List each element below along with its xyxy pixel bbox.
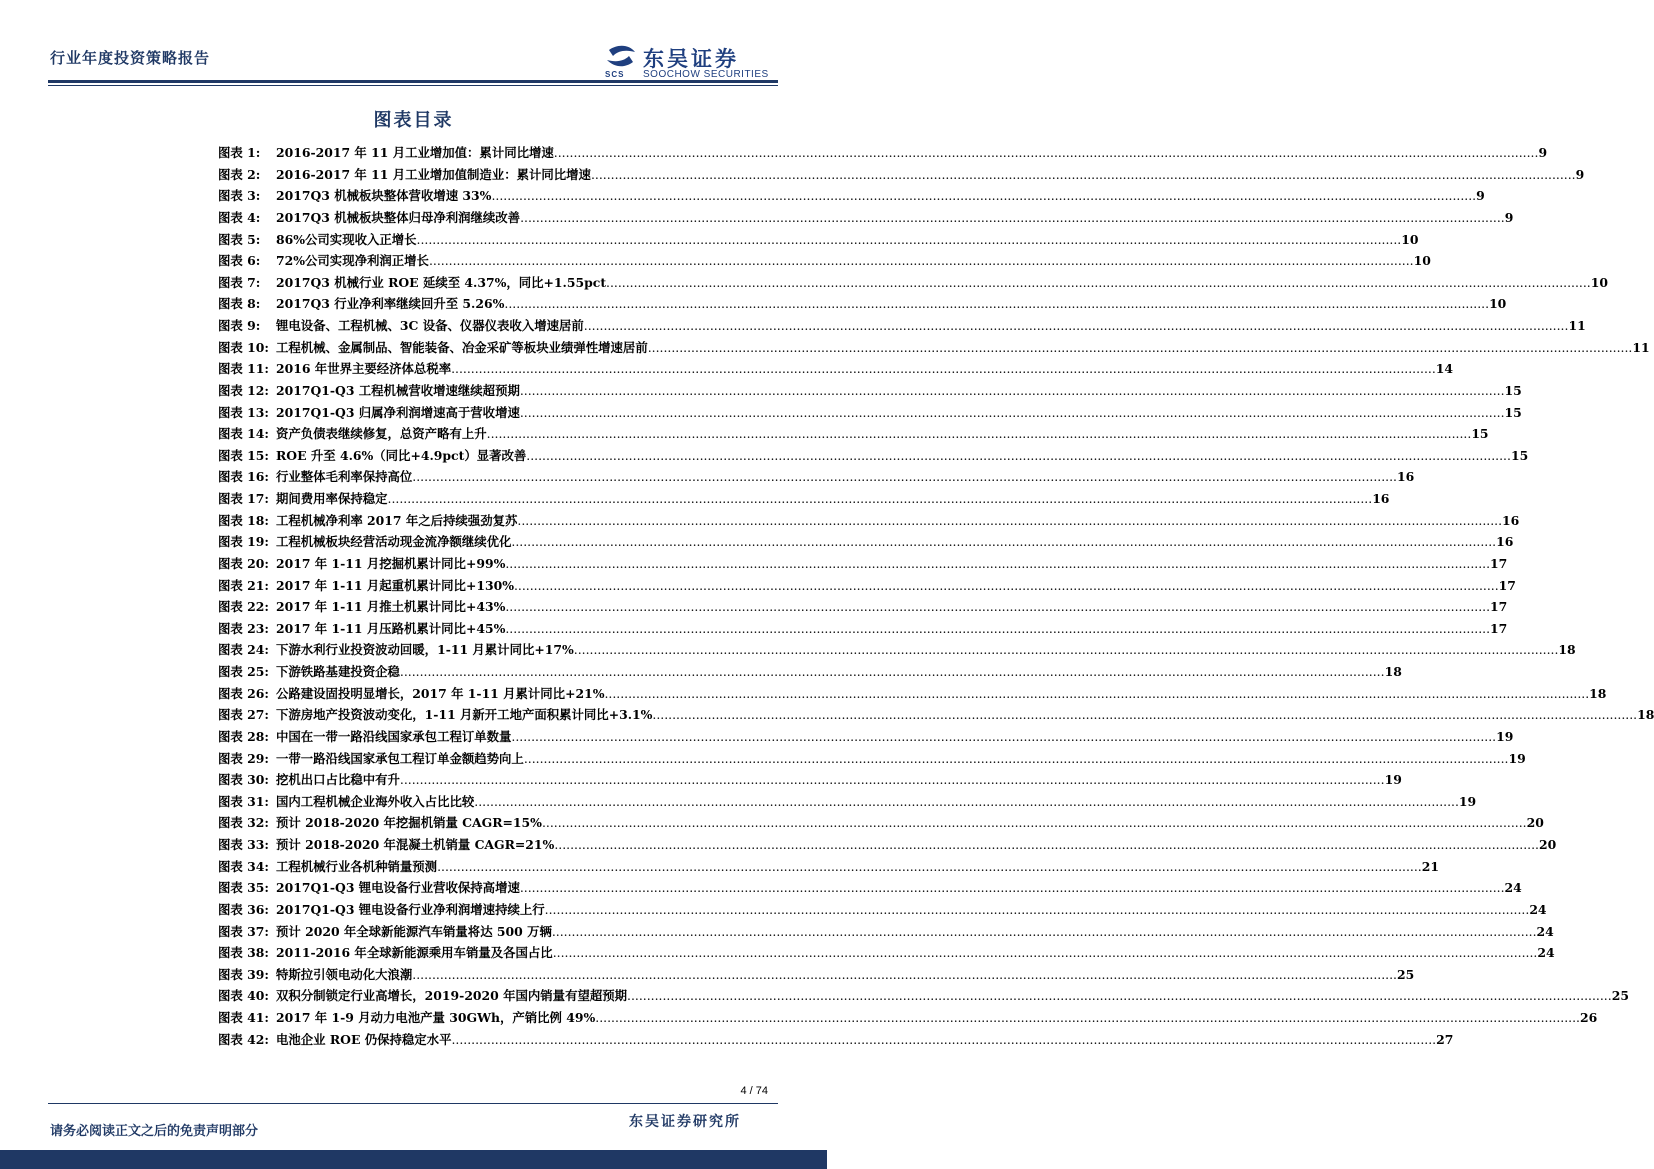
toc-entry-label: 图表 18: xyxy=(218,512,269,528)
toc-entry-label: 图表 15: xyxy=(218,447,269,463)
toc-entry-page: 15 xyxy=(1504,404,1522,420)
toc-entry-title: 锂电设备、工程机械、3C 设备、仪器仪表收入增速居前 xyxy=(276,318,584,333)
toc-entry-title: 预计 2018-2020 年挖掘机销量 CAGR=15% xyxy=(276,815,542,831)
company-logo xyxy=(603,42,773,82)
toc-entry[interactable] xyxy=(218,531,1514,553)
toc-dot-leader xyxy=(388,488,1373,510)
toc-entry-label: 图表 11: xyxy=(218,361,269,377)
toc-entry-page: 16 xyxy=(1396,469,1415,485)
toc-dot-leader xyxy=(520,877,1505,899)
toc-entry-label: 图表 27: xyxy=(218,707,269,723)
toc-entry[interactable] xyxy=(218,899,1547,921)
toc-entry-title: 下游水利行业投资波动回暖，1-11 月累计同比+17% xyxy=(276,642,574,658)
toc-entry[interactable] xyxy=(218,510,1520,532)
footer-divider xyxy=(48,1103,778,1104)
toc-entry-label: 图表 28: xyxy=(218,728,269,744)
toc-entry-page: 14 xyxy=(1435,361,1454,377)
toc-entry-label: 图表 17: xyxy=(218,491,269,506)
toc-entry-title: 预计 2018-2020 年混凝土机销量 CAGR=21% xyxy=(276,837,555,852)
toc-entry-label: 图表 25: xyxy=(218,664,269,679)
toc-entry-page: 15 xyxy=(1504,382,1522,398)
toc-dot-leader xyxy=(545,899,1530,921)
toc-entry-page: 27 xyxy=(1436,1031,1454,1047)
toc-entry-page: 17 xyxy=(1490,555,1508,571)
toc-entry-label: 图表 10: xyxy=(218,339,269,355)
toc-dot-leader xyxy=(412,964,1397,986)
research-institute-name: 东吴证券研究所 xyxy=(629,1114,741,1130)
toc-entry-label: 图表 42: xyxy=(218,1031,269,1047)
toc-dot-leader xyxy=(487,423,1472,445)
toc-entry-page: 9 xyxy=(1538,145,1548,160)
toc-entry-label: 图表 34: xyxy=(218,858,269,874)
toc-entry-title: ROE 升至 4.6%（同比+4.9pct）显著改善 xyxy=(276,447,527,463)
toc-entry-page: 15 xyxy=(1510,447,1529,463)
toc-title: 图表目录 xyxy=(373,110,454,131)
toc-entry-page: 19 xyxy=(1458,793,1477,809)
toc-entry[interactable] xyxy=(218,596,1508,618)
toc-entry-page: 20 xyxy=(1539,837,1557,852)
toc-dot-leader xyxy=(552,921,1537,943)
toc-dot-leader xyxy=(595,1007,1580,1029)
toc-dot-leader xyxy=(606,272,1591,294)
toc-entry-page: 19 xyxy=(1384,772,1402,788)
toc-entry-label: 图表 22: xyxy=(218,599,269,615)
toc-dot-leader xyxy=(504,293,1489,315)
toc-entry-page: 20 xyxy=(1526,815,1544,831)
toc-entry-page: 24 xyxy=(1504,880,1522,896)
toc-entry-title: 下游房地产投资波动变化，1-11 月新开工地产面积累计同比+3.1% xyxy=(276,707,653,723)
toc-entry[interactable] xyxy=(218,466,1415,488)
toc-dot-leader xyxy=(429,250,1414,272)
toc-entry-page: 24 xyxy=(1536,923,1554,939)
toc-entry-page: 10 xyxy=(1401,231,1419,247)
toc-entry[interactable] xyxy=(218,142,1548,164)
toc-dot-leader xyxy=(652,704,1637,726)
toc-entry-title: 工程机械板块经营活动现金流净额继续优化 xyxy=(276,534,512,550)
toc-dot-leader xyxy=(524,748,1509,770)
toc-dot-leader xyxy=(491,185,1476,207)
toc-entry[interactable] xyxy=(218,229,1419,251)
toc-entry[interactable] xyxy=(218,985,1629,1007)
toc-entry-page: 11 xyxy=(1568,318,1586,333)
toc-entry[interactable] xyxy=(218,791,1477,813)
toc-entry[interactable] xyxy=(218,661,1402,683)
toc-entry[interactable] xyxy=(218,726,1514,748)
toc-dot-leader xyxy=(505,553,1490,575)
toc-entry-page: 26 xyxy=(1579,1010,1598,1025)
toc-entry-page: 15 xyxy=(1471,426,1489,442)
toc-entry-title: 2016 年世界主要经济体总税率 xyxy=(276,361,452,377)
toc-dot-leader xyxy=(520,380,1505,402)
toc-entry-label: 图表 32: xyxy=(218,815,269,831)
toc-dot-leader xyxy=(412,466,1397,488)
toc-entry-page: 17 xyxy=(1490,599,1508,615)
toc-entry-label: 图表 19: xyxy=(218,534,269,550)
toc-entry-page: 25 xyxy=(1611,988,1629,1004)
toc-dot-leader xyxy=(474,791,1459,813)
footer-band xyxy=(0,1150,827,1169)
toc-dot-leader xyxy=(505,618,1490,640)
toc-entry[interactable] xyxy=(218,250,1431,272)
toc-entry-title: 2016-2017 年 11 月工业增加值：累计同比增速 xyxy=(276,145,554,160)
toc-entry-label: 图表 3: xyxy=(218,188,261,204)
toc-entry-page: 18 xyxy=(1589,685,1607,701)
toc-entry-title: 挖机出口占比稳中有升 xyxy=(276,772,400,788)
toc-entry-title: 2017 年 1-11 月推土机累计同比+43% xyxy=(276,599,506,615)
page-number: 4 / 74 xyxy=(740,1085,768,1097)
toc-dot-leader xyxy=(584,315,1569,337)
toc-entry-label: 图表 4: xyxy=(218,209,261,225)
toc-dot-leader xyxy=(451,1029,1436,1051)
toc-entry-page: 10 xyxy=(1413,253,1431,269)
toc-entry-page: 25 xyxy=(1396,966,1415,982)
toc-entry-label: 图表 24: xyxy=(218,642,269,658)
toc-entry-label: 图表 9: xyxy=(218,318,261,333)
toc-entry-page: 10 xyxy=(1590,274,1608,290)
toc-entry-label: 图表 8: xyxy=(218,296,261,312)
toc-entry-label: 图表 5: xyxy=(218,231,261,247)
toc-entry-title: 2017Q1-Q3 锂电设备行业净利润增速持续上行 xyxy=(276,901,545,917)
toc-entry-page: 9 xyxy=(1504,209,1514,225)
toc-entry-title: 2017Q3 机械板块整体归母净利润继续改善 xyxy=(276,209,521,225)
toc-entry-title: 2017 年 1-11 月挖掘机累计同比+99% xyxy=(276,555,506,571)
toc-entry-label: 图表 16: xyxy=(218,469,269,485)
toc-entry-label: 图表 26: xyxy=(218,685,269,701)
toc-entry-title: 工程机械净利率 2017 年之后持续强劲复苏 xyxy=(276,512,518,528)
toc-entry-page: 24 xyxy=(1529,901,1547,917)
toc-dot-leader xyxy=(417,229,1402,251)
toc-entry-title: 2017 年 1-11 月起重机累计同比+130% xyxy=(276,577,514,593)
report-type-title: 行业年度投资策略报告 xyxy=(50,49,211,67)
toc-entry-label: 图表 21: xyxy=(218,577,269,593)
toc-entry-title: 预计 2020 年全球新能源汽车销量将达 500 万辆 xyxy=(276,923,552,939)
toc-entry[interactable] xyxy=(218,877,1522,899)
toc-entry-title: 行业整体毛利率保持高位 xyxy=(276,469,413,485)
toc-dot-leader xyxy=(520,402,1505,424)
toc-entry-page: 24 xyxy=(1537,945,1555,961)
toc-entry-title: 电池企业 ROE 仍保持稳定水平 xyxy=(276,1031,452,1047)
toc-entry[interactable] xyxy=(218,942,1555,964)
toc-entry-title: 2016-2017 年 11 月工业增加值制造业：累计同比增速 xyxy=(276,166,591,182)
toc-entry-label: 图表 39: xyxy=(218,966,269,982)
toc-dot-leader xyxy=(553,942,1538,964)
toc-dot-leader xyxy=(554,142,1539,164)
toc-entry[interactable] xyxy=(218,575,1516,597)
toc-dot-leader xyxy=(542,812,1527,834)
toc-entry-title: 2017Q1-Q3 锂电设备行业营收保持高增速 xyxy=(276,880,520,896)
toc-entry-title: 2017Q3 机械行业 ROE 延续至 4.37%，同比+1.55pct xyxy=(276,274,607,290)
toc-entry[interactable] xyxy=(218,488,1390,510)
toc-entry-page: 10 xyxy=(1489,296,1507,312)
toc-entry-page: 18 xyxy=(1558,642,1576,658)
toc-entry-label: 图表 38: xyxy=(218,945,269,961)
toc-entry-label: 图表 29: xyxy=(218,750,269,766)
toc-entry-title: 工程机械行业各机种销量预测 xyxy=(276,858,438,874)
toc-entry-page: 16 xyxy=(1372,491,1390,506)
toc-entry-title: 86%公司实现收入正增长 xyxy=(276,231,417,247)
toc-entry-page: 21 xyxy=(1421,858,1439,874)
toc-entry[interactable] xyxy=(218,1007,1598,1029)
toc-dot-leader xyxy=(505,596,1490,618)
toc-entry-label: 图表 14: xyxy=(218,426,269,442)
toc-entry-title: 2017Q3 行业净利率继续回升至 5.26% xyxy=(276,296,505,312)
figure-toc-list xyxy=(218,142,1654,1050)
toc-entry-page: 17 xyxy=(1498,577,1516,593)
toc-entry-label: 图表 6: xyxy=(218,253,261,269)
toc-entry-title: 特斯拉引领电动化大浪潮 xyxy=(276,966,413,982)
toc-dot-leader xyxy=(591,164,1576,186)
toc-entry[interactable] xyxy=(218,921,1554,943)
toc-entry-title: 资产负债表继续修复，总资产略有上升 xyxy=(276,426,487,442)
toc-entry-label: 图表 40: xyxy=(218,988,269,1004)
toc-entry-label: 图表 41: xyxy=(218,1010,269,1025)
toc-entry[interactable] xyxy=(218,402,1522,424)
toc-entry-title: 2017Q1-Q3 归属净利润增速高于营收增速 xyxy=(276,404,520,420)
toc-entry-title: 中国在一带一路沿线国家承包工程订单数量 xyxy=(276,728,512,744)
toc-entry-label: 图表 1: xyxy=(218,145,261,160)
toc-dot-leader xyxy=(648,337,1633,359)
toc-entry-page: 19 xyxy=(1508,750,1526,766)
toc-entry[interactable] xyxy=(218,315,1586,337)
toc-entry[interactable] xyxy=(218,964,1415,986)
toc-entry[interactable] xyxy=(218,380,1522,402)
toc-entry-page: 19 xyxy=(1496,728,1514,744)
toc-entry-title: 国内工程机械企业海外收入占比比较 xyxy=(276,793,475,809)
toc-entry[interactable] xyxy=(218,683,1607,705)
toc-dot-leader xyxy=(511,531,1496,553)
toc-entry[interactable] xyxy=(218,423,1489,445)
toc-entry-page: 18 xyxy=(1384,664,1402,679)
toc-entry-title: 下游铁路基建投资企稳 xyxy=(276,664,400,679)
toc-entry[interactable] xyxy=(218,293,1507,315)
toc-entry-label: 图表 20: xyxy=(218,555,269,571)
toc-dot-leader xyxy=(437,856,1422,878)
toc-entry-label: 图表 2: xyxy=(218,166,261,182)
toc-entry[interactable] xyxy=(218,834,1557,856)
toc-entry-label: 图表 7: xyxy=(218,274,261,290)
header-divider-thick xyxy=(48,80,778,83)
toc-entry-page: 9 xyxy=(1575,166,1585,182)
toc-dot-leader xyxy=(514,575,1499,597)
toc-entry-label: 图表 30: xyxy=(218,772,269,788)
toc-entry-label: 图表 33: xyxy=(218,837,269,852)
header-divider-thin xyxy=(48,85,778,86)
toc-dot-leader xyxy=(451,358,1436,380)
toc-entry-page: 16 xyxy=(1502,512,1520,528)
toc-entry-label: 图表 13: xyxy=(218,404,269,420)
toc-entry[interactable] xyxy=(218,185,1485,207)
toc-entry-label: 图表 23: xyxy=(218,620,269,636)
toc-entry-title: 72%公司实现净利润正增长 xyxy=(276,253,429,269)
toc-entry-label: 图表 12: xyxy=(218,382,269,398)
toc-entry-title: 2017Q1-Q3 工程机械营收增速继续超预期 xyxy=(276,382,520,398)
toc-entry-title: 2017 年 1-11 月压路机累计同比+45% xyxy=(276,620,506,636)
toc-dot-leader xyxy=(520,207,1505,229)
logo-abbreviation: SCS xyxy=(605,70,625,79)
logo-english-name: SOOCHOW SECURITIES xyxy=(643,69,769,80)
disclaimer-notice: 请务必阅读正文之后的免责声明部分 xyxy=(50,1124,259,1139)
toc-dot-leader xyxy=(400,769,1385,791)
toc-entry[interactable] xyxy=(218,812,1544,834)
toc-entry[interactable] xyxy=(218,164,1585,186)
toc-entry[interactable] xyxy=(218,207,1514,229)
toc-dot-leader xyxy=(574,639,1559,661)
toc-entry-title: 一带一路沿线国家承包工程订单金额趋势向上 xyxy=(276,750,524,766)
toc-dot-leader xyxy=(554,834,1539,856)
toc-entry-page: 17 xyxy=(1490,620,1508,636)
toc-entry[interactable] xyxy=(218,337,1650,359)
toc-entry-page: 9 xyxy=(1476,188,1485,204)
toc-entry-label: 图表 31: xyxy=(218,793,269,809)
toc-dot-leader xyxy=(604,683,1589,705)
toc-entry[interactable] xyxy=(218,639,1576,661)
toc-entry[interactable] xyxy=(218,748,1526,770)
toc-entry[interactable] xyxy=(218,856,1439,878)
toc-entry-title: 双积分制锁定行业高增长，2019-2020 年国内销量有望超预期 xyxy=(276,988,628,1004)
toc-entry-label: 图表 36: xyxy=(218,901,269,917)
toc-entry-page: 18 xyxy=(1637,707,1654,723)
toc-dot-leader xyxy=(400,661,1385,683)
toc-entry[interactable] xyxy=(218,553,1508,575)
toc-entry-title: 2017 年 1-9 月动力电池产量 30GWh，产销比例 49% xyxy=(276,1010,596,1025)
toc-entry[interactable] xyxy=(218,1029,1454,1051)
toc-dot-leader xyxy=(517,510,1502,532)
toc-entry-title: 公路建设固投明显增长，2017 年 1-11 月累计同比+21% xyxy=(276,685,605,701)
toc-entry[interactable] xyxy=(218,618,1508,640)
toc-entry[interactable] xyxy=(218,769,1402,791)
toc-dot-leader xyxy=(627,985,1612,1007)
toc-dot-leader xyxy=(511,726,1496,748)
toc-entry-label: 图表 35: xyxy=(218,880,269,896)
toc-entry[interactable] xyxy=(218,445,1529,467)
toc-entry-page: 11 xyxy=(1632,339,1650,355)
toc-entry-title: 期间费用率保持稳定 xyxy=(276,491,388,506)
toc-entry-title: 工程机械、金属制品、智能装备、冶金采矿等板块业绩弹性增速居前 xyxy=(276,339,648,355)
toc-entry[interactable] xyxy=(218,704,1654,726)
toc-entry-title: 2011-2016 年全球新能源乘用车销量及各国占比 xyxy=(276,945,553,961)
toc-entry-label: 图表 37: xyxy=(218,923,269,939)
toc-entry-page: 16 xyxy=(1496,534,1514,550)
toc-entry[interactable] xyxy=(218,272,1608,294)
toc-entry-title: 2017Q3 机械板块整体营收增速 33% xyxy=(276,188,492,204)
logo-chinese-name: 东吴证券 xyxy=(643,47,739,71)
toc-entry[interactable] xyxy=(218,358,1454,380)
toc-dot-leader xyxy=(526,445,1511,467)
